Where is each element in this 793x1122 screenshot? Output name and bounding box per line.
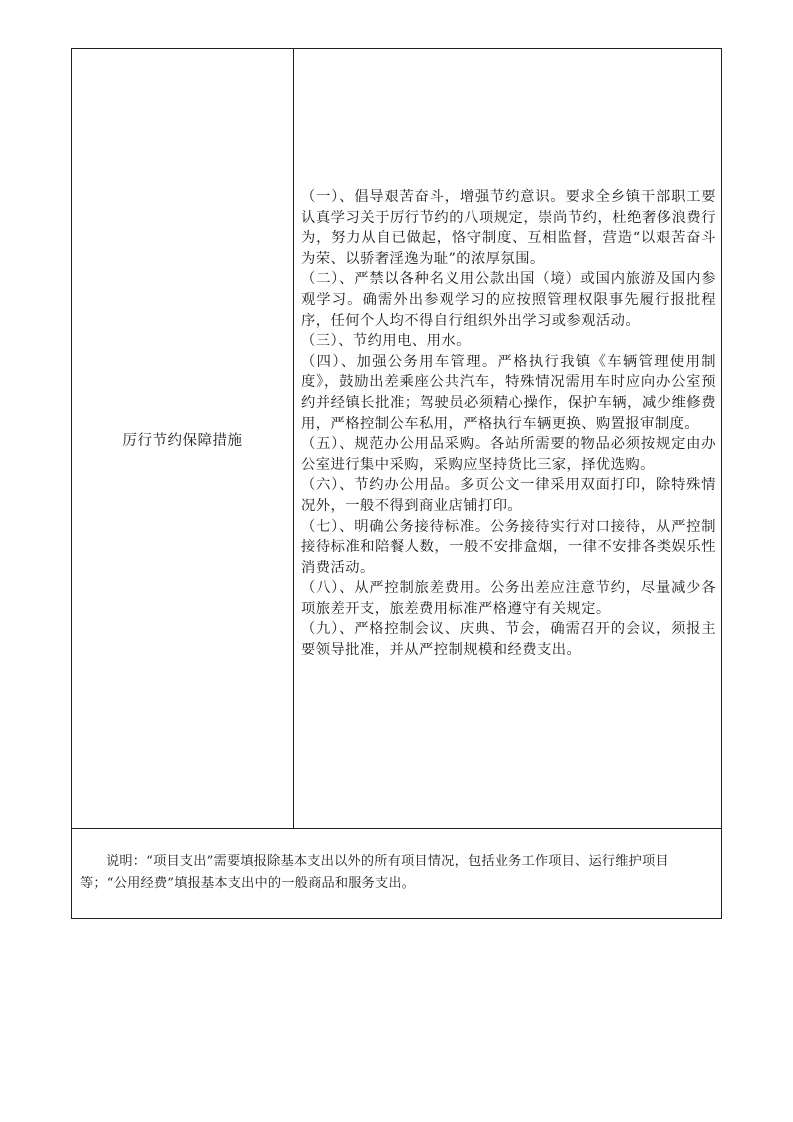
note-text: 说明：“项目支出”需要填报除基本支出以外的所有项目情况，包括业务工作项目、运行维护项目等；“公用经费”填报基本支出中的一般商品和服务支出。 [80,854,669,891]
measure-item-9: （九）、严格控制会议、庆典、节会，确需召开的会议，须报主要领导批准，并从严控制规模和经费支出。 [301,621,716,659]
measure-item-2: （二）、严禁以各种名义用公款出国（境）或国内旅游及国内参观学习。确需外出参观学习的应按照管理权限事先履行报批程序，任何个人均不得自行组织外出学习或参观活动。 [301,271,716,329]
measure-item-8: （八）、从严控制旅差费用。公务出差应注意节约，尽量减少各项旅差开支，旅差费用标准严格遵守有关规定。 [301,580,716,617]
form-table [71,48,722,919]
measure-item-4: （四）、加强公务用车管理。严格执行我镇《车辆管理使用制度》，鼓励出差乘座公共汽车，特殊情况需用车时应向办公室预约并经镇长批准；驾驶员必须精心操作，保护车辆，减少维修费用，严格控制公车私用，严格执行车辆更换、购置报审制度。 [301,353,716,432]
row-label: 厉行节约保障措施 [122,433,243,449]
measure-item-7: （七）、明确公务接待标准。公务接待实行对口接待，从严控制接待标准和陪餐人数，一般不安排盒烟，一律不安排各类娱乐性消费活动。 [301,518,716,576]
label-cell [72,49,294,828]
measure-item-3: （三）、节约用电、用水。 [301,333,471,350]
measures-list [301,187,716,661]
measure-item-1: （一）、倡导艰苦奋斗，增强节约意识。要求全乡镇干部职工要认真学习关于厉行节约的八项规定，崇尚节约，杜绝奢侈浪费行为，努力从自已做起，恪守制度、互相监督，营造“以艰苦奋斗为荣、以骄奢淫逸为耻”的浓厚氛围。 [301,189,716,267]
measure-item-6: （六）、节约办公用品。多页公文一律采用双面打印，除特殊情况外，一般不得到商业店铺打印。 [301,477,716,514]
note-row [72,829,721,919]
measures-row [72,49,721,829]
measure-item-5: （五）、规范办公用品采购。各站所需要的物品必须按规定由办公室进行集中采购，采购应坚持货比三家，择优选购。 [301,436,716,473]
content-cell [294,49,721,828]
